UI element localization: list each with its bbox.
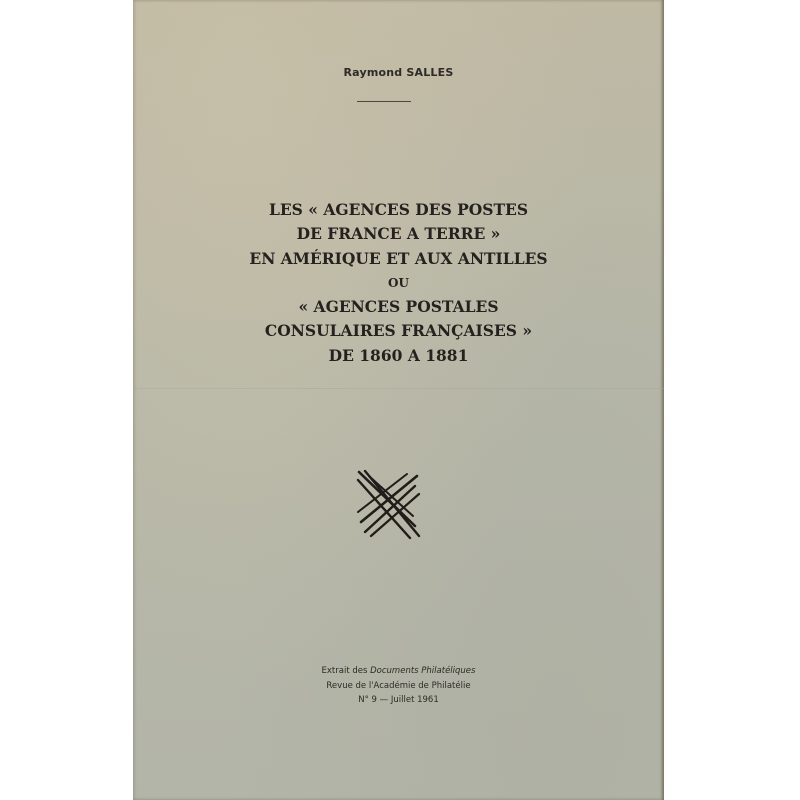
crossed-hatch-emblem-icon (355, 466, 421, 544)
author-name: Raymond SALLES (343, 66, 454, 79)
fold-line (133, 388, 664, 389)
title-line-ou: OU (388, 275, 409, 290)
footer-prefix: Extrait des (321, 666, 371, 676)
footer-line-1 (133, 664, 664, 679)
document-cover (133, 0, 664, 800)
title-line-3: EN AMÉRIQUE ET AUX ANTILLES (249, 248, 548, 268)
title-line-1: LES « AGENCES DES POSTES (268, 200, 529, 219)
title-line-6: CONSULAIRES FRANÇAISES » (264, 321, 533, 341)
publication-info (133, 664, 664, 708)
footer-line-2: Revue de l'Académie de Philatélie (326, 680, 471, 691)
title-line-7: DE 1860 A 1881 (328, 345, 469, 365)
title-line-5: « AGENCES POSTALES (298, 297, 499, 317)
title-line-2: DE FRANCE A TERRE » (296, 224, 501, 244)
divider-rule (357, 101, 411, 102)
footer-line-3: N° 9 — Juillet 1961 (358, 695, 439, 705)
document-title (133, 198, 664, 368)
footer-journal-name: Documents Philatéliques (370, 666, 476, 676)
